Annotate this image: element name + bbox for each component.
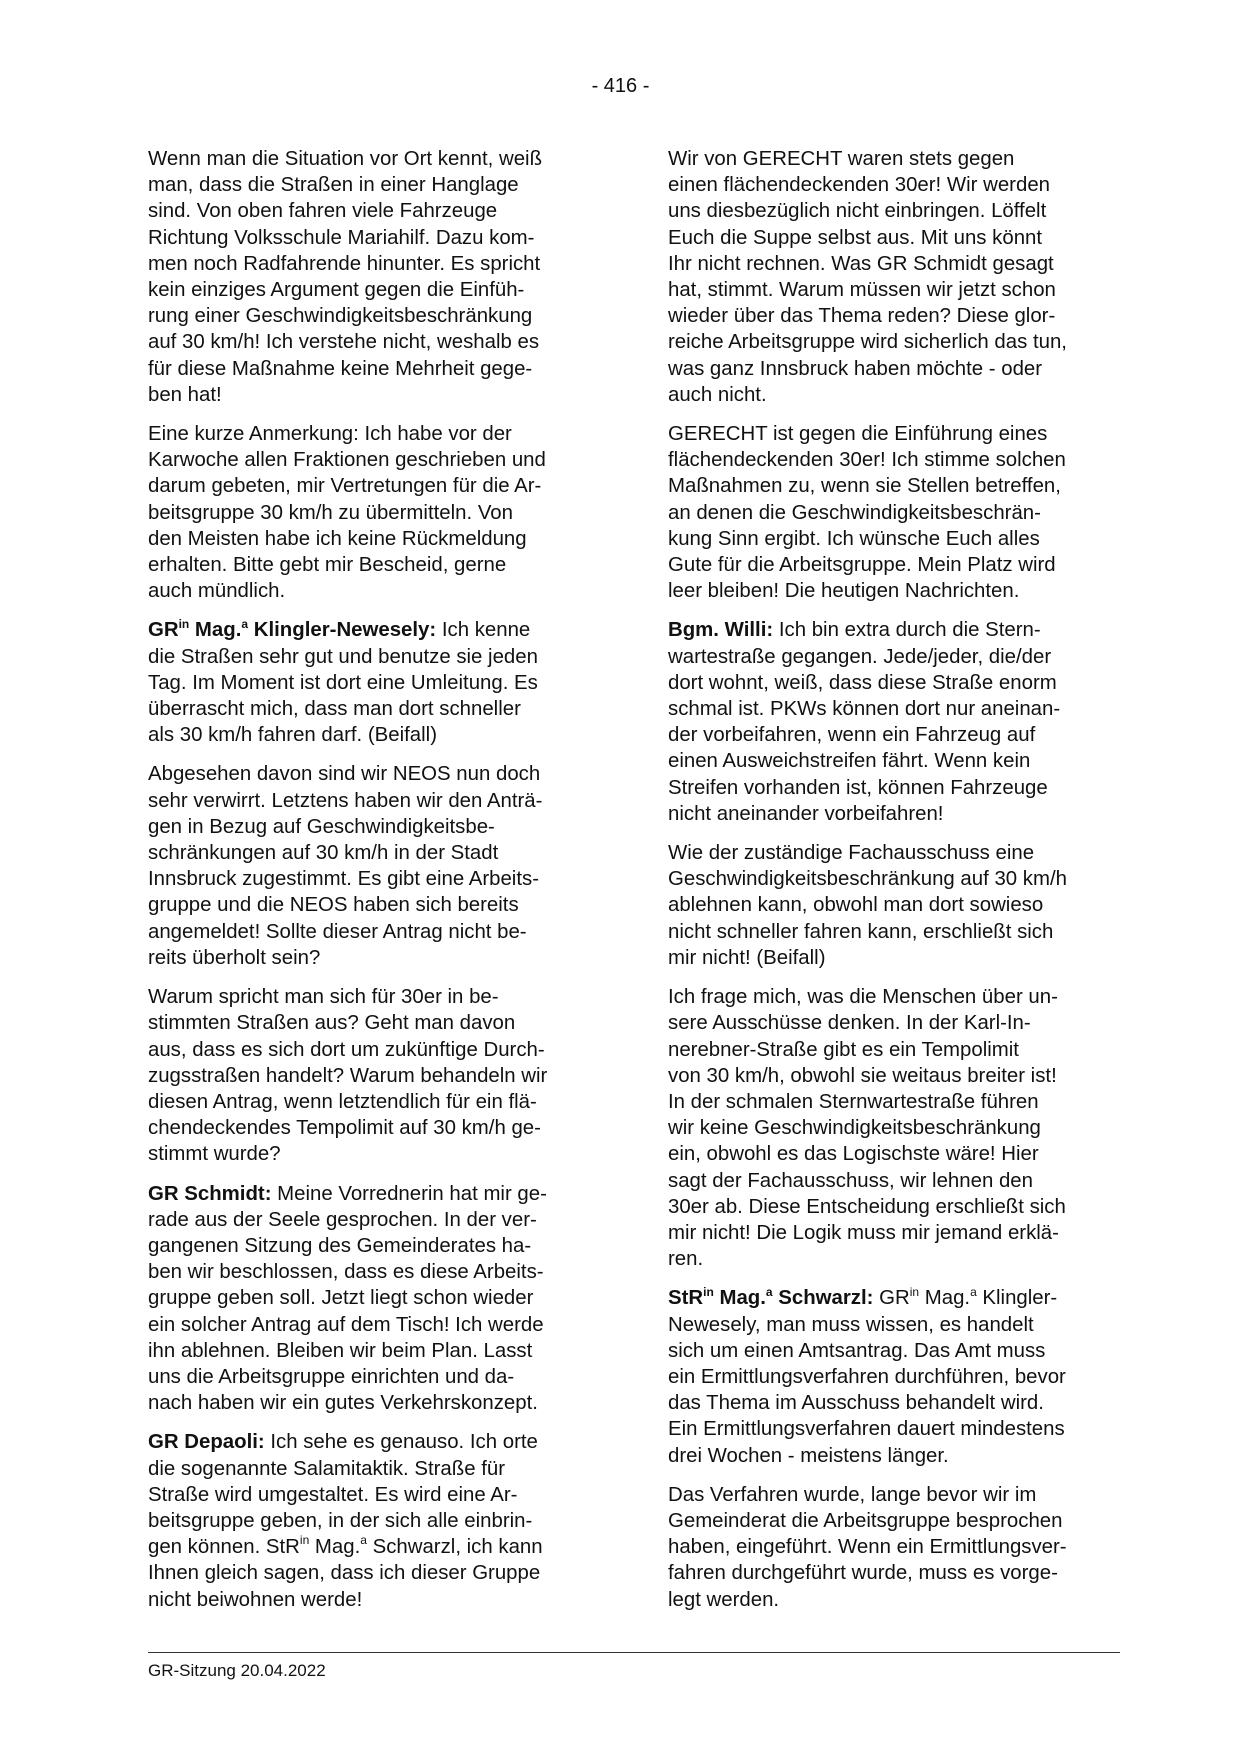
speaker-name: $GR^{in}$ Mag.$^a$ Klingler-Newesely:	[148, 616, 437, 642]
paragraph-speaker-schwarzl: StR$^{in}$ Mag.$^a$ Schwarzl: $GR^{in}$ Mag.$^a$ Klingler- Newesely, man muss wissen, es handelt sich um einen Amtsantrag. Das Amt muss ein Ermittlungsverfahren durchführen, bevor das Thema im Ausschuss behandelt wird. Ein Ermittlungsverfahren dauert mindestens drei Wochen - meistens länger.	[668, 1284, 1066, 1467]
paragraph: Eine kurze Anmerkung: Ich habe vor der Karwoche allen Fraktionen geschrieben und darum gebeten, mir Vertretungen für die Ar- beitsgruppe 30 km/h zu übermitteln. Von den Meisten habe ich keine Rückmeldung erhalten. Bitte gebt mir Bescheid, gerne auch mündlich.	[148, 423, 546, 603]
paragraph: Warum spricht man sich für 30er in be- stimmten Straßen aus? Geht man davon aus, dass es sich dort um zukünftige Durch- zugsstraßen handelt? Warum behandeln wir diesen Antrag, wenn letztendlich für ein flä- chendeckendes Tempolimit auf 30 km/h ge- stimmt wurde?	[148, 986, 548, 1166]
paragraph: Das Verfahren wurde, lange bevor wir im Gemeinderat die Arbeitsgruppe besprochen haben, eingeführt. Wenn ein Ermittlungsver- fahren durchgeführt wurde, muss es vorge- legt werden.	[668, 1483, 1067, 1611]
paragraph: Wie der zuständige Fachausschuss eine Geschwindigkeitsbeschränkung auf 30 km/h ablehnen kann, obwohl man dort sowieso nicht schneller fahren kann, erschließt sich mir nicht! (Beifall)	[668, 842, 1067, 969]
right-column	[668, 146, 1120, 1626]
speaker-name: GR Schmidt:	[148, 1182, 272, 1205]
footer-session-date: GR-Sitzung 20.04.2022	[148, 1661, 326, 1680]
paragraph-speaker-schmidt: GR Schmidt: Meine Vorrednerin hat mir ge- rade aus der Seele gesprochen. In der ver- gangenen Sitzung des Gemeinderates ha- ben wir beschlossen, dass es diese Arbeits- gruppe geben soll. Jetzt liegt schon wieder ein solcher Antrag auf dem Tisch! Ich werde ihn ablehnen. Bleiben wir beim Plan. Lasst uns die Arbeitsgruppe einrichten und da- nach haben wir ein gutes Verkehrskonzept.	[148, 1182, 547, 1415]
paragraph: Wenn man die Situation vor Ort kennt, weiß man, dass die Straßen in einer Hanglage sind. Von oben fahren viele Fahrzeuge Richtung Volksschule Mariahilf. Dazu kom- men noch Radfahrende hinunter. Es spricht kein einziges Argument gegen die Einfüh- rung einer Geschwindigkeitsbeschränkung auf 30 km/h! Ich verstehe nicht, weshalb es für diese Maßnahme keine Mehrheit gege- ben hat!	[148, 148, 543, 406]
left-column	[148, 146, 600, 1626]
paragraph: Wir von GERECHT waren stets gegen einen flächendeckenden 30er! Wir werden uns diesbezüglich nicht einbringen. Löffelt Euch die Suppe selbst aus. Mit uns könnt Ihr nicht rechnen. Was GR Schmidt gesagt hat, stimmt. Warum müssen wir jetzt schon wieder über das Thema reden? Diese glor- reiche Arbeitsgruppe wird sicherlich das tun, was ganz Innsbruck haben möchte - oder auch nicht.	[668, 148, 1067, 406]
page-number: - 416 -	[591, 75, 650, 97]
paragraph-speaker-klingler: $GR^{in}$ Mag.$^a$ Klingler-Newesely: Ich kenne die Straßen sehr gut und benutze sie jeden Tag. Im Moment ist dort eine Umleitung. Es überrascht mich, dass man dort schneller als 30 km/h fahren darf. (Beifall)	[148, 616, 538, 747]
paragraph-speaker-depaoli: GR Depaoli: Ich sehe es genauso. Ich orte die sogenannte Salamitaktik. Straße für Straße wird umgestaltet. Es wird eine Ar- beitsgruppe geben, in der sich alle einbrin- gen können. StR$^{in}$ Mag.$^a$ Schwarzl, ich kann Ihnen gleich sagen, dass ich dieser Gruppe nicht beiwohnen werde!	[148, 1431, 543, 1611]
paragraph: GERECHT ist gegen die Einführung eines flächendeckenden 30er! Ich stimme solchen Maßnahmen zu, wenn sie Stellen betreffen, an denen die Geschwindigkeitsbeschrän- kung Sinn ergibt. Ich wünsche Euch alles Gute für die Arbeitsgruppe. Mein Platz wird leer bleiben! Die heutigen Nachrichten.	[668, 423, 1066, 603]
paragraph: Ich frage mich, was die Menschen über un- sere Ausschüsse denken. In der Karl-In- nerebner-Straße gibt es ein Tempolimit von 30 km/h, obwohl sie weitaus breiter ist! In der schmalen Sternwartestraße führen wir keine Geschwindigkeitsbeschränkung ein, obwohl es das Logischste wäre! Hier sagt der Fachausschuss, wir lehnen den 30er ab. Diese Entscheidung erschließt sich mir nicht! Die Logik muss mir jemand erklä- ren.	[668, 986, 1066, 1271]
paragraph-speaker-willi: Bgm. Willi: Ich bin extra durch die Stern- wartestraße gegangen. Jede/jeder, die/der dort wohnt, weiß, dass diese Straße enorm schmal ist. PKWs können dort nur aneinan- der vorbeifahren, wenn ein Fahrzeug auf einen Ausweichstreifen fährt. Wenn kein Streifen vorhanden ist, können Fahrzeuge nicht aneinander vorbeifahren!	[668, 619, 1061, 825]
paragraph: Abgesehen davon sind wir NEOS nun doch sehr verwirrt. Letztens haben wir den Anträ- gen in Bezug auf Geschwindigkeitsbe- schränkungen auf 30 km/h in der Stadt Innsbruck zugestimmt. Es gibt eine Arbeits- gruppe und die NEOS haben sich bereits angemeldet! Sollte dieser Antrag nicht be- reits überholt sein?	[148, 763, 543, 969]
footer-divider	[148, 1652, 1120, 1653]
speaker-name: StR$^{in}$ Mag.$^a$ Schwarzl:	[668, 1284, 874, 1310]
speaker-name: Bgm. Willi:	[668, 619, 774, 642]
speaker-name: GR Depaoli:	[148, 1431, 265, 1454]
